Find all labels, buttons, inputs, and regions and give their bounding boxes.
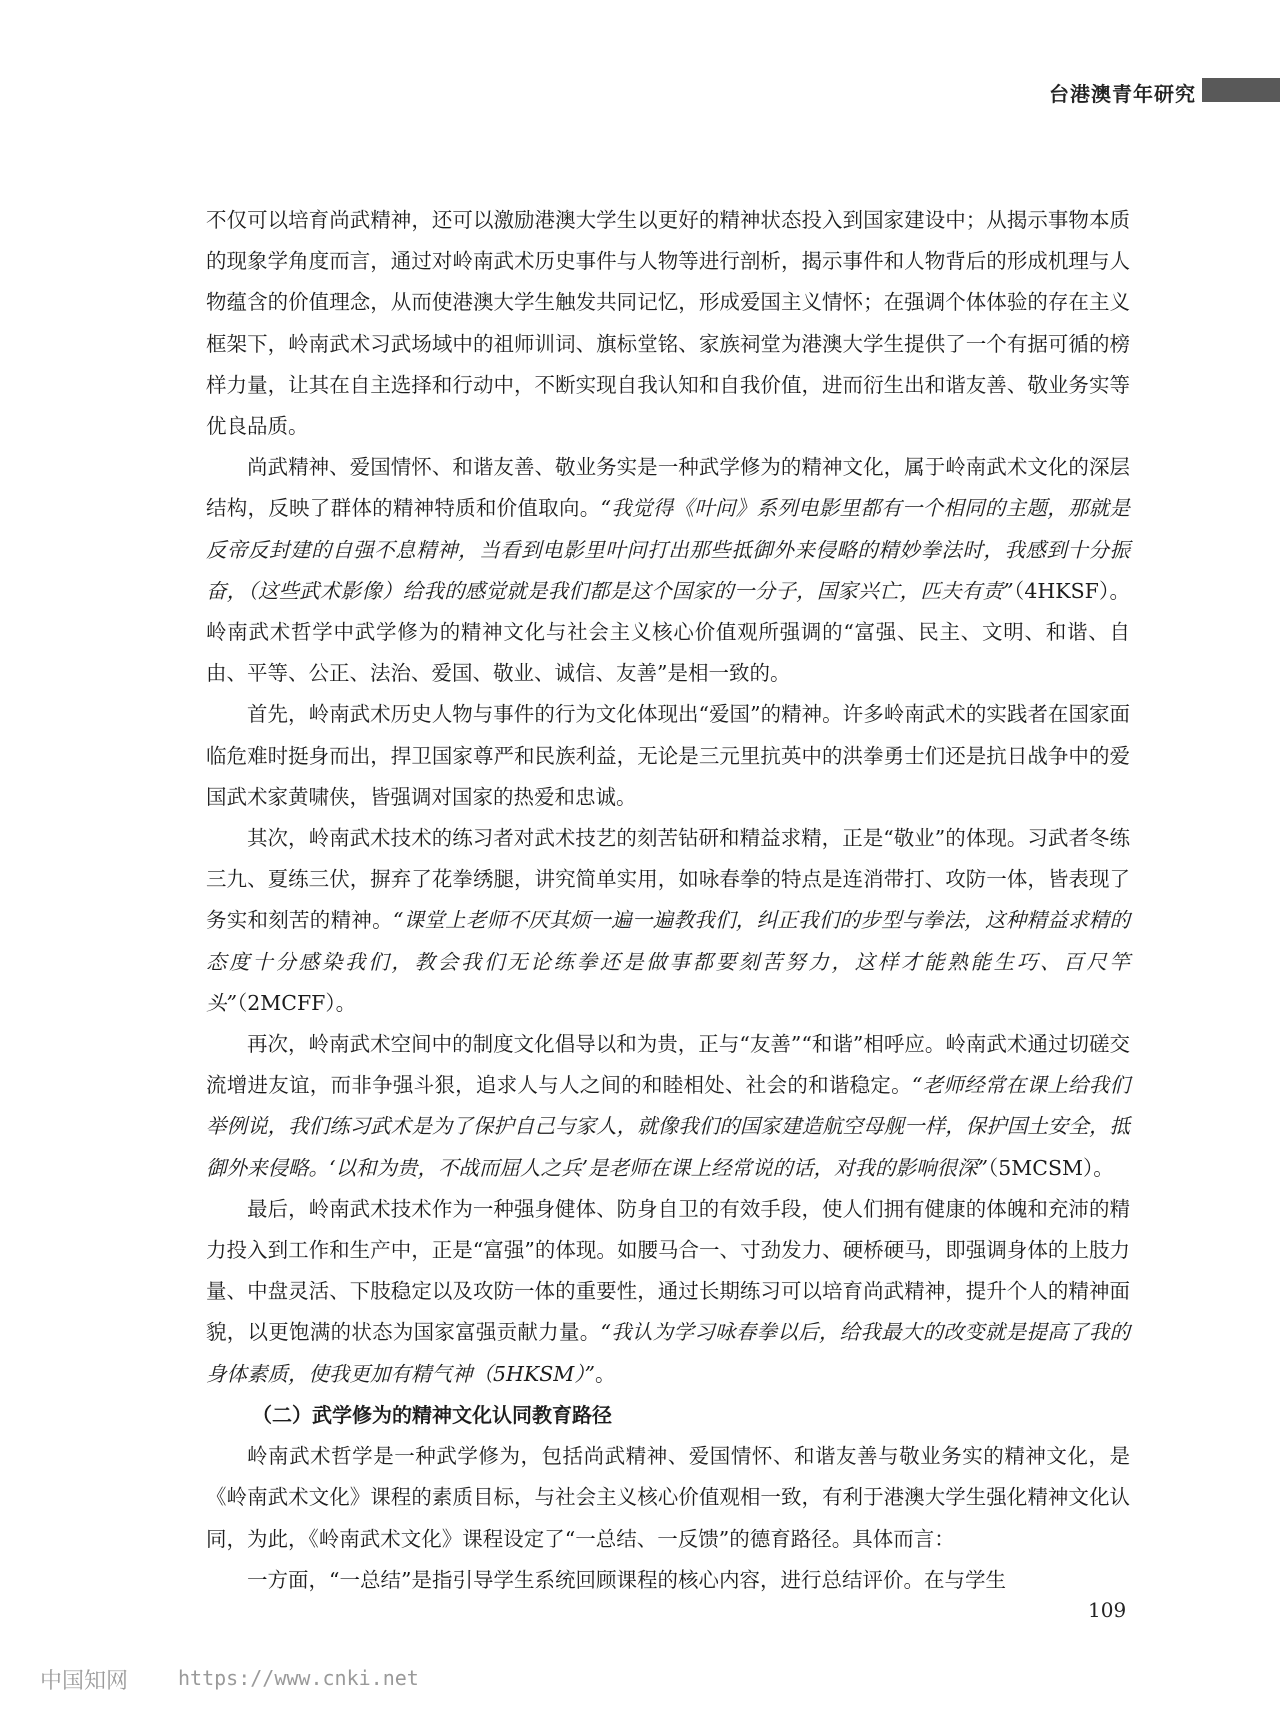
paragraph bbox=[206, 1436, 1130, 1560]
paragraph bbox=[206, 818, 1130, 1024]
page-number: 109 bbox=[1088, 1598, 1127, 1622]
interview-quote: “课堂上老师不厌其烦一遍一遍教我们，纠正我们的步型与拳法，这种精益求精的态度十分感染我们，教会我们无论练拳还是做事都要刻苦努力，这样才能熟能生巧、百尺竿头” bbox=[206, 908, 1130, 1015]
paragraph-text: （4HKSF）。岭南武术哲学中武学修为的精神文化与社会主义核心价值观所强调的“富强、民主、文明、和谐、自由、平等、公正、法治、爱国、敬业、诚信、友善”是相一致的。 bbox=[206, 578, 1130, 686]
cnki-logo-text: 中国知网 bbox=[40, 1669, 129, 1694]
paragraph-text: （2MCFF）。 bbox=[236, 990, 357, 1015]
paragraph bbox=[206, 447, 1130, 694]
paragraph-text: 岭南武术哲学是一种武学修为，包括尚武精神、爱国情怀、和谐友善与敬业务实的精神文化，是《岭南武术文化》课程的素质目标，与社会主义核心价值观相一致，有利于港澳大学生强化精神文化认同，为此，《岭南武术文化》课程设定了“一总结、一反馈”的德育路径。具体而言： bbox=[206, 1444, 1130, 1551]
paragraph-text: 。 bbox=[595, 1361, 616, 1386]
paragraph-text: 其次，岭南武术技术的练习者对武术技艺的刻苦钻研和精益求精，正是“敬业”的体现。习武者冬练三九、夏练三伏，摒弃了花拳绣腿，讲究简单实用，如咏春拳的特点是连消带打、攻防一体，皆表现了务实和刻苦的精神。 bbox=[206, 826, 1130, 933]
header-accent-bar bbox=[1202, 78, 1280, 102]
paragraph bbox=[206, 1560, 1130, 1601]
paragraph-text: 首先，岭南武术历史人物与事件的行为文化体现出“爱国”的精神。许多岭南武术的实践者在国家面临危难时挺身而出，捍卫国家尊严和民族利益，无论是三元里抗英中的洪拳勇士们还是抗日战争中的爱国武术家黄啸侠，皆强调对国家的热爱和忠诚。 bbox=[206, 702, 1130, 809]
interview-quote: “我认为学习咏春拳以后，给我最大的改变就是提高了我的身体素质，使我更加有精气神（5HKSM）” bbox=[206, 1320, 1131, 1386]
paragraph-text: 最后，岭南武术技术作为一种强身健体、防身自卫的有效手段，使人们拥有健康的体魄和充沛的精力投入到工作和生产中，正是“富强”的体现。如腰马合一、寸劲发力、硬桥硬马，即强调身体的上肢力量、中盘灵活、下肢稳定以及攻防一体的重要性，通过长期练习可以培育尚武精神，提升个人的精神面貌，以更饱满的状态为国家富强贡献力量。 bbox=[206, 1196, 1130, 1345]
paragraph bbox=[206, 200, 1130, 447]
journal-title: 台港澳青年研究 bbox=[1049, 82, 1196, 106]
paragraph bbox=[206, 694, 1130, 818]
paragraph-text: 一方面，“一总结”是指引导学生系统回顾课程的核心内容，进行总结评价。在与学生 bbox=[247, 1567, 1006, 1592]
interview-quote: “我觉得《叶问》系列电影里都有一个相同的主题，那就是反帝反封建的自强不息精神，当看到电影里叶问打出那些抵御外来侵略的精妙拳法时，我感到十分振奋，（这些武术影像）给我的感觉就是我们都是这个国家的一分子，国家兴亡，匹夫有责” bbox=[206, 496, 1131, 603]
paragraph-text: 不仅可以培育尚武精神，还可以激励港澳大学生以更好的精神状态投入到国家建设中；从揭示事物本质的现象学角度而言，通过对岭南武术历史事件与人物等进行剖析，揭示事件和人物背后的形成机理与人物蕴含的价值理念，从而使港澳大学生触发共同记忆，形成爱国主义情怀；在强调个体体验的存在主义框架下，岭南武术习武场域中的祖师训词、旗标堂铭、家族祠堂为港澳大学生提供了一个有据可循的榜样力量，让其在自主选择和行动中，不断实现自我认知和自我价值，进而衍生出和谐友善、敬业务实等优良品质。 bbox=[206, 208, 1130, 439]
paragraph bbox=[206, 1024, 1130, 1189]
footer-url-link[interactable]: https://www.cnki.net bbox=[178, 1666, 419, 1690]
paragraph-text: 再次，岭南武术空间中的制度文化倡导以和为贵，正与“友善”“和谐”相呼应。岭南武术通过切磋交流增进友谊，而非争强斗狠，追求人与人之间的和睦相处、社会的和谐稳定。 bbox=[206, 1032, 1130, 1098]
article-body bbox=[206, 200, 1130, 1601]
paragraph-text: 尚武精神、爱国情怀、和谐友善、敬业务实是一种武学修为的精神文化，属于岭南武术文化的深层结构，反映了群体的精神特质和价值取向。 bbox=[206, 455, 1130, 521]
interview-quote: “老师经常在课上给我们举例说，我们练习武术是为了保护自己与家人，就像我们的国家建造航空母舰一样，保护国土安全，抵御外来侵略。‘以和为贵，不战而屈人之兵’是老师在课上经常说的话，对我的影响很深” bbox=[206, 1073, 1131, 1180]
paragraph bbox=[206, 1189, 1130, 1395]
section-heading: （二）武学修为的精神文化认同教育路径 bbox=[252, 1402, 612, 1427]
paragraph-text: （5MCSM）。 bbox=[988, 1155, 1114, 1180]
